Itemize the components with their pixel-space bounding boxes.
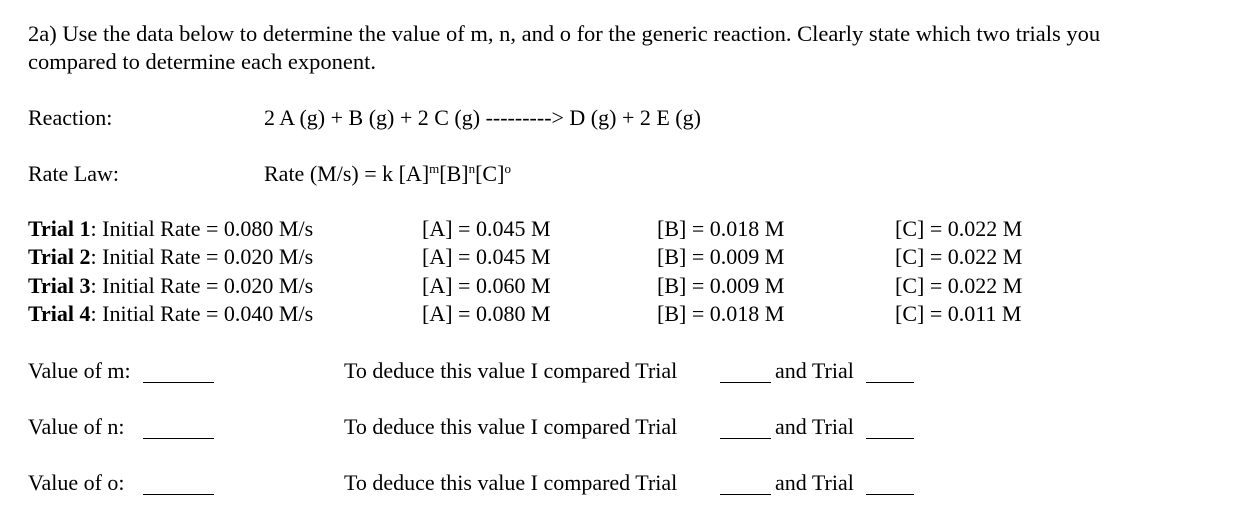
trial-2-conc-b: [B] = 0.009 M	[657, 244, 785, 269]
trial-row-4-rate	[28, 301, 313, 327]
rate-law-b: [B]	[439, 161, 469, 186]
value-m-blank[interactable]	[143, 382, 214, 383]
exponent-n: n	[468, 161, 476, 176]
compare-n-trial-b-blank[interactable]	[866, 438, 914, 439]
rate-law-label: Rate Law:	[28, 161, 120, 186]
trial-2-conc-a: [A] = 0.045 M	[422, 244, 551, 269]
trial-4-conc-c: [C] = 0.011 M	[895, 301, 1022, 326]
value-o-blank[interactable]	[143, 494, 214, 495]
value-n-blank[interactable]	[143, 438, 214, 439]
value-n-label: Value of n:	[28, 414, 125, 439]
rate-law-c: [C]	[475, 161, 505, 186]
value-m-label: Value of m:	[28, 358, 131, 383]
compare-m-trial-b-blank[interactable]	[866, 382, 914, 383]
trial-3-conc-c: [C] = 0.022 M	[895, 273, 1023, 298]
compare-o-trial-a-blank[interactable]	[720, 494, 771, 495]
exponent-o: o	[504, 161, 511, 176]
rate-law-prefix: Rate (M/s) = k [A]	[264, 161, 430, 186]
reaction-label: Reaction:	[28, 105, 113, 130]
question-line-2: compared to determine each exponent.	[28, 49, 376, 74]
trial-rate: : Initial Rate = 0.080 M/s	[90, 216, 314, 241]
trial-4-conc-b: [B] = 0.018 M	[657, 301, 785, 326]
exponent-m: m	[429, 161, 440, 176]
trial-row-1-rate	[28, 216, 313, 242]
trial-2-conc-c: [C] = 0.022 M	[895, 244, 1023, 269]
trial-1-conc-a: [A] = 0.045 M	[422, 216, 551, 241]
value-o-label: Value of o:	[28, 470, 125, 495]
trial-3-conc-b: [B] = 0.009 M	[657, 273, 785, 298]
trial-label: Trial 2	[28, 244, 91, 269]
deduce-n-text: To deduce this value I compared Trial	[344, 414, 678, 439]
deduce-o-text: To deduce this value I compared Trial	[344, 470, 678, 495]
compare-m-trial-a-blank[interactable]	[720, 382, 771, 383]
trial-row-2-rate	[28, 244, 313, 270]
trial-row-3-rate	[28, 273, 313, 299]
deduce-m-text: To deduce this value I compared Trial	[344, 358, 678, 383]
reaction-equation: 2 A (g) + B (g) + 2 C (g) ---------> D (g) + 2 E (g)	[264, 105, 701, 130]
compare-o-trial-b-blank[interactable]	[866, 494, 914, 495]
trial-1-conc-c: [C] = 0.022 M	[895, 216, 1023, 241]
trial-rate: : Initial Rate = 0.040 M/s	[90, 301, 314, 326]
trial-label: Trial 3	[28, 273, 91, 298]
rate-law-expression	[264, 161, 511, 187]
trial-label: Trial 4	[28, 301, 91, 326]
compare-n-trial-a-blank[interactable]	[720, 438, 771, 439]
and-trial-m-text: and Trial	[775, 358, 854, 383]
trial-label: Trial 1	[28, 216, 91, 241]
question-line-1: 2a) Use the data below to determine the value of m, n, and o for the generic reaction. Clearly state which two trials you	[28, 21, 1101, 46]
and-trial-o-text: and Trial	[775, 470, 854, 495]
trial-rate: : Initial Rate = 0.020 M/s	[90, 273, 314, 298]
trial-1-conc-b: [B] = 0.018 M	[657, 216, 785, 241]
trial-3-conc-a: [A] = 0.060 M	[422, 273, 551, 298]
and-trial-n-text: and Trial	[775, 414, 854, 439]
trial-4-conc-a: [A] = 0.080 M	[422, 301, 551, 326]
trial-rate: : Initial Rate = 0.020 M/s	[90, 244, 314, 269]
